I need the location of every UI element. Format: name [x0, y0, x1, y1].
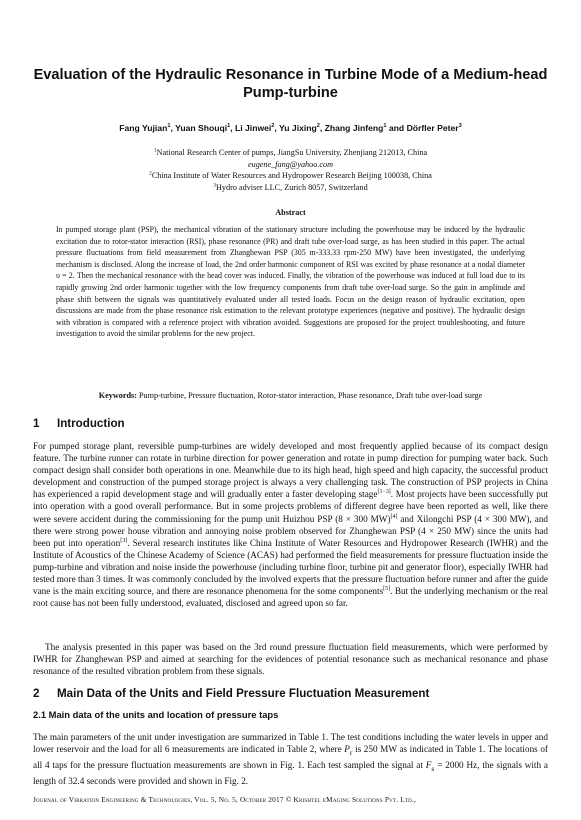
text-run: is 250 MW as indicated in Table 1. The locations of all 4 taps for the pressure fluctuation measurements are shown in Fig. 1. Each test sampled the signal at: [33, 744, 548, 771]
section-number: 2: [33, 687, 40, 700]
citation: [1−3]: [377, 489, 391, 496]
text-run: The main parameters of the unit under investigation are summarized in Table 1. The test conditions including the water levels in upper and lower reservoir and the load for all 6 measurements are indicated in Table 2, where: [33, 732, 548, 755]
journal-footer: Journal of Vibration Engineering & Technologies, Vol. 5, No. 5, October 2017 © Krishtel eMaging Solutions Pvt. Ltd.,: [33, 795, 417, 804]
keywords-text: Pump-turbine, Pressure fluctuation, Rotor-stator interaction, Phase resonance, Draft tube over-load surge: [138, 391, 483, 400]
affiliation: [30, 170, 551, 182]
section-title: Introduction: [57, 417, 125, 430]
affiliation: [30, 147, 551, 159]
text-run: . Several research institutes like China Institute of Water Resources and Hydropower Research (IWHR) and the Institute of Acoustics of the Chinese Academy of Science (ACAS) had performed the field measurements for pressure fluctuation inside the pump-turbine and vibration and noise inside the powerhouse (including turbine floor, turbine pit and generator floor), especially IWHR had tested more than 3 times. It was commonly concluded by the involved experts that the pressure fluctuation before runner and after the guide vane is the main exciting source, and there are resonance phenomena for the some components: [33, 537, 548, 597]
text-run: and Xilongchi PSP (4 × 300 MW), and there were strong power house vibration and annoying noise problem observed for Zhanghewan PSP (4 × 250 MW) since the units had been put into operation: [33, 513, 549, 548]
math-subscript: s: [431, 763, 435, 773]
author-name: Li Jinwei: [235, 123, 272, 133]
author-affil-mark: 1: [383, 123, 387, 130]
affil-text: National Research Center of pumps, JiangSu University, Zhenjiang 212013, China: [156, 148, 428, 157]
math-symbol: P: [344, 744, 350, 755]
text-run: . Most projects have been successfully put into operation with a good overall performance. But in some projects problems of different degree have been reported as well, like there were severe accident during the commissioning for the pump unit Huizhou PSP (8 × 300 MW): [33, 489, 548, 524]
author-affil-mark: 2: [271, 123, 275, 130]
author-affil-mark: 2: [316, 123, 320, 130]
section-title: Main Data of the Units and Field Pressure Fluctuation Measurement: [57, 687, 430, 700]
section-2-1-paragraph: [33, 731, 548, 787]
author-email: eugene_fang@yahoo.com: [247, 159, 334, 169]
author-name: Yu Jixing: [279, 123, 317, 133]
math-symbol: F: [425, 760, 432, 771]
text-run: . But the underlying mechanism or the real root cause has not been fully understood, evaluated, disclosed and agreed upon so far.: [33, 586, 548, 609]
author-name: Dörfler Peter: [406, 123, 459, 133]
author-name: Fang Yujian: [119, 123, 168, 133]
abstract-text: In pumped storage plant (PSP), the mechanical vibration of the stationary structure including the powerhouse may be induced by the hydraulic excitation due to rotor-stator interaction (RSI), phase resonance (PR) and draft tube over-load surge, as has been studied in this paper. The actual pressure fluctuations from field measurement from Zhanghewan PSP (305 m-333.33 rpm-250 MW) have been investigated, the underlying mechanism is disclosed. Along the increase of load, the 2nd order harmonic component of RSI was excited by phase resonance at a nodal diameter υ = 2. Then the mechanical resonance with the head cover was induced. Finally, the vibration of the powerhouse was induced at full load due to its rapidly growing 2nd order harmonic together with the low frequency components from draft tube over-load surge. So the gain in amplitude and phase shift between the signals was quantitatively evaluated under all tested loads. Focus on the design reason of hydraulic excitation, open discussions are made from the phase resonance risk estimation to the relevant prototype experiences (negative and positive). The hydraulic design with vibration is compared with a reference project with vibration avoided. Suggestions are proposed for the project troubleshooting, and future investigation to avoid the similar problems for the new project.: [56, 225, 525, 339]
author-list: Fang Yujian$^1$, Yuan Shouqi$^1$, Li Jinwei$^2$, Yu Jixing$^2$, Zhang Jinfeng$^1$ and Dörfler Peter$^3$: [119, 123, 462, 133]
keywords: [30, 391, 551, 400]
affil-text: Hydro adviser LLC, Zurich 8057, Switzerland: [216, 183, 368, 193]
intro-paragraph-2: The analysis presented in this paper was based on the 3rd round pressure fluctuation field measurements, which were performed by IWHR for Zhanghewan PSP and aimed at searching for the evidences of potential resonance such as mechanical resonance and phase resonance of the resulted vibration problem from these signals.: [33, 642, 548, 677]
paper-title: Evaluation of the Hydraulic Resonance in Turbine Mode of a Medium-head Pump-turbine: [33, 67, 548, 101]
affil-text: China Institute of Water Resources and Hydropower Research Beijing 100038, China: [151, 171, 432, 181]
text-run: = 2000 Hz, the signals with a length of 32.4 seconds were provided and shown in Fig. 2.: [33, 760, 548, 786]
affil-mark: 2: [149, 170, 152, 177]
affiliations: [30, 147, 551, 194]
keywords-label: Keywords:: [98, 391, 137, 400]
intro-paragraph-1: [33, 440, 548, 609]
author-affil-mark: 3: [458, 123, 462, 130]
author-name: Zhang Jinfeng: [324, 123, 384, 133]
section-number: 1: [33, 417, 40, 430]
affil-mark: 1: [153, 147, 157, 154]
section-heading-main-data: [33, 687, 429, 700]
citation: [3]: [120, 537, 128, 544]
citation: [4]: [390, 513, 398, 520]
author-affil-mark: 1: [227, 123, 231, 130]
subsection-heading-2-1: 2.1 Main data of the units and location of pressure taps: [33, 709, 279, 720]
affiliation: [30, 182, 551, 194]
abstract-heading: Abstract: [275, 208, 306, 217]
affil-mark: 3: [213, 182, 216, 189]
author-affil-mark: 1: [167, 123, 171, 130]
text-run: For pumped storage plant, reversible pump-turbines are widely developed and most frequently applied because of its compact design feature. The turbine runner can rotate in turbine direction for power generation and rotate in pump direction for pumping water back. Such compact design shall consider both operations in one. Meanwhile due to its high head, high speed and high capacity, the successful product development and construction of the pumped storage project is always a very challenging task. The construction of PSP projects in China has experienced a rapid development stage and will gradually enter a faster developing stage: [33, 441, 548, 500]
citation: [5]: [383, 586, 391, 593]
math-subscript: r: [349, 747, 353, 757]
author-name: Yuan Shouqi: [175, 123, 228, 133]
section-heading-introduction: [33, 417, 125, 430]
